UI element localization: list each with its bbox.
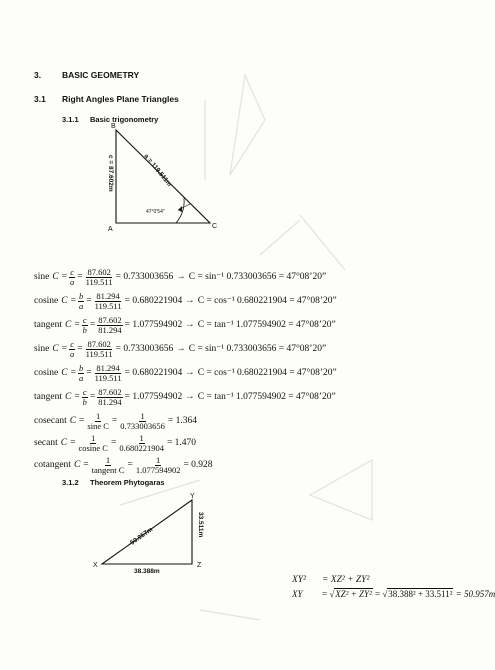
function-name: cosecant bbox=[34, 416, 67, 426]
base-side-label: 38.388m bbox=[134, 568, 160, 575]
vertex-label-z: Z bbox=[197, 562, 202, 569]
function-name: tangent bbox=[34, 320, 62, 330]
function-name: sine bbox=[34, 344, 50, 354]
subsection-title: Right Angles Plane Triangles bbox=[62, 94, 179, 104]
value-fraction: $\frac{1}{0.733003656}$ bbox=[120, 411, 165, 431]
side-label-a: a = 119.511m bbox=[142, 152, 173, 189]
section-title: BASIC GEOMETRY bbox=[62, 70, 140, 80]
symbol-fraction: $\frac{1}{\text{tangent C}}$ bbox=[91, 455, 125, 475]
value-fraction: $\frac{81.294}{119.511}$ bbox=[94, 363, 122, 383]
triangle-abc-diagram bbox=[100, 120, 230, 232]
function-name: cosine bbox=[34, 368, 59, 378]
function-name: cosine bbox=[34, 296, 59, 306]
equation-row: tangent C = $\frac{c}{b}$ = $\frac{87.602}{81.294}$ = 1.077594902 → C = tan⁻¹ 1.077594902 = 47°08’20” bbox=[34, 387, 336, 407]
symbol-fraction: $\frac{c}{b}$ bbox=[82, 387, 87, 407]
side-label-c: c = 87.602m bbox=[107, 155, 114, 192]
subsubsection-number-pythagoras: 3.1.2 bbox=[62, 478, 79, 487]
value-fraction: $\frac{1}{1.077594902}$ bbox=[135, 455, 181, 475]
symbol-fraction: $\frac{c}{a}$ bbox=[70, 339, 75, 359]
equation-row: cosine C = $\frac{b}{a}$ = $\frac{81.294}{119.511}$ = 0.680221904 → C = cos⁻¹ 0.680221904 = 47°08’20” bbox=[34, 291, 337, 311]
symbol-fraction: $\frac{c}{b}$ bbox=[82, 315, 87, 335]
reciprocal-row: cosecant C = $\frac{1}{\text{sine C}}$ = $\frac{1}{0.733003656}$ = 1.364 bbox=[34, 411, 197, 431]
function-name: secant bbox=[34, 438, 58, 448]
symbol-fraction: $\frac{c}{a}$ bbox=[70, 267, 75, 287]
pythagoras-line-2: XY = √XZ² + ZY² = √38.388² + 33.511² = 50.957m bbox=[292, 589, 495, 599]
subsubsection-heading-pythagoras bbox=[62, 478, 165, 487]
vertical-side-label: 33.511m bbox=[197, 512, 204, 538]
vertex-label-a: A bbox=[108, 226, 113, 233]
value-fraction: $\frac{87.602}{81.294}$ bbox=[98, 315, 122, 335]
subsubsection-title-trig: Basic trigonometry bbox=[90, 115, 159, 124]
function-name: cotangent bbox=[34, 460, 71, 470]
equation-row: sine C = $\frac{c}{a}$ = $\frac{87.602}{119.511}$ = 0.733003656 → C = sin⁻¹ 0.733003656 = 47°08’20” bbox=[34, 267, 327, 287]
value-fraction: $\frac{87.602}{81.294}$ bbox=[98, 387, 122, 407]
symbol-fraction: $\frac{1}{\text{sine C}}$ bbox=[87, 411, 109, 431]
vertex-label-b: B bbox=[111, 123, 116, 130]
reciprocal-row: secant C = $\frac{1}{\text{cosine C}}$ = $\frac{1}{0.680221904}$ = 1.470 bbox=[34, 433, 197, 453]
subsection-number: 3.1 bbox=[34, 94, 46, 104]
angle-label: 47°0'54" bbox=[146, 209, 165, 215]
equation-row: cosine C = $\frac{b}{a}$ = $\frac{81.294}{119.511}$ = 0.680221904 → C = cos⁻¹ 0.680221904 = 47°08’20” bbox=[34, 363, 337, 383]
value-fraction: $\frac{1}{0.680221904}$ bbox=[119, 433, 164, 453]
subsubsection-number-trig: 3.1.1 bbox=[62, 115, 79, 124]
triangle-xyz-diagram bbox=[88, 494, 218, 578]
symbol-fraction: $\frac{1}{\text{cosine C}}$ bbox=[78, 433, 108, 453]
equation-row: sine C = $\frac{c}{a}$ = $\frac{87.602}{119.511}$ = 0.733003656 → C = sin⁻¹ 0.733003656 = 47°08’20” bbox=[34, 339, 327, 359]
value-fraction: $\frac{87.602}{119.511}$ bbox=[85, 267, 113, 287]
subsection-heading bbox=[34, 94, 179, 104]
hypotenuse-label: 50.957m bbox=[129, 526, 155, 547]
vertex-label-y: Y bbox=[190, 493, 195, 500]
reciprocal-row: cotangent C = $\frac{1}{\text{tangent C}}$ = $\frac{1}{1.077594902}$ = 0.928 bbox=[34, 455, 213, 475]
vertex-label-x: X bbox=[93, 562, 98, 569]
equation-row: tangent C = $\frac{c}{b}$ = $\frac{87.602}{81.294}$ = 1.077594902 → C = tan⁻¹ 1.077594902 = 47°08’20” bbox=[34, 315, 336, 335]
value-fraction: $\frac{81.294}{119.511}$ bbox=[94, 291, 122, 311]
function-name: sine bbox=[34, 272, 50, 282]
section-heading bbox=[34, 70, 139, 80]
symbol-fraction: $\frac{b}{a}$ bbox=[78, 363, 84, 383]
subsubsection-title-pythagoras: Theorem Phytogaras bbox=[90, 478, 165, 487]
symbol-fraction: $\frac{b}{a}$ bbox=[78, 291, 84, 311]
section-number: 3. bbox=[34, 70, 42, 80]
pythagoras-line-1: XY² = XZ² + ZY² bbox=[292, 575, 370, 585]
value-fraction: $\frac{87.602}{119.511}$ bbox=[85, 339, 113, 359]
function-name: tangent bbox=[34, 392, 62, 402]
vertex-label-c: C bbox=[212, 223, 218, 230]
